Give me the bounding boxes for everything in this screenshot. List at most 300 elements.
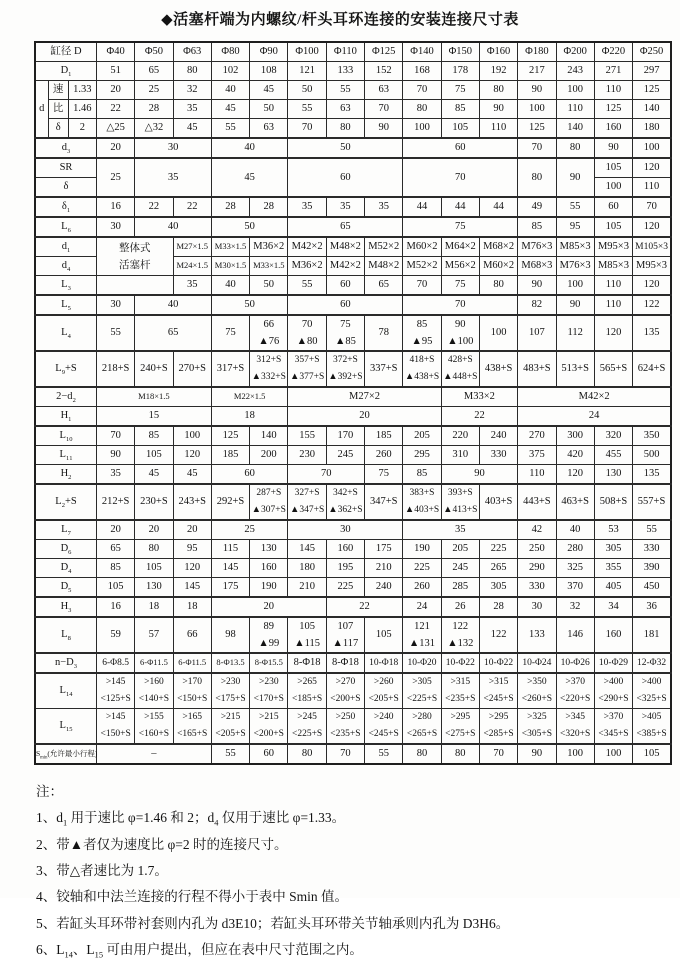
table-cell: 98 xyxy=(211,617,249,653)
table-cell: M27×1.5 xyxy=(173,237,211,257)
table-cell: M52×2 xyxy=(403,257,441,276)
table-cell: 42 xyxy=(518,520,556,540)
table-cell: M30×1.5 xyxy=(211,257,249,276)
table-cell: 455 xyxy=(594,446,632,465)
table-cell: 292+S xyxy=(211,484,249,520)
table-cell: 125 xyxy=(633,81,671,100)
row-label: $L_9+S$ xyxy=(35,351,96,387)
table-cell: 100 xyxy=(594,178,632,198)
table-cell: 20 xyxy=(288,407,441,427)
table-cell: 130 xyxy=(135,578,173,598)
row-label: $2-d_2$ xyxy=(35,387,96,407)
table-cell: 102 xyxy=(211,62,249,81)
table-cell: 330 xyxy=(518,578,556,598)
table-cell: 483+S xyxy=(518,351,556,387)
table-cell: 185 xyxy=(211,446,249,465)
table-cell: 105 ▲115 xyxy=(288,617,326,653)
table-cell: M36×2 xyxy=(250,237,288,257)
table-cell: M95×3 xyxy=(633,257,671,276)
table-cell: 6-Φ11.5 xyxy=(173,653,211,673)
row-label: δ xyxy=(48,119,68,139)
table-cell: 85 ▲95 xyxy=(403,315,441,351)
table-cell: 175 xyxy=(211,578,249,598)
table-cell: 125 xyxy=(518,119,556,139)
table-cell: △25 xyxy=(96,119,134,139)
table-cell: 225 xyxy=(326,578,364,598)
table-cell: 90 xyxy=(518,276,556,296)
table-cell: 70 xyxy=(288,465,365,485)
table-cell: 500 xyxy=(633,446,671,465)
table-cell: 190 xyxy=(250,578,288,598)
row-label: 2 xyxy=(68,119,96,139)
table-cell: 80 xyxy=(173,62,211,81)
table-cell: M33×1.5 xyxy=(250,257,288,276)
table-cell: 50 xyxy=(250,276,288,296)
table-cell: >345 <320+S xyxy=(556,709,594,745)
table-cell: 8-Φ18 xyxy=(326,653,364,673)
table-cell: 305 xyxy=(594,540,632,559)
table-cell: 95 xyxy=(173,540,211,559)
row-label: $L_5$ xyxy=(35,295,96,315)
table-cell: 145 xyxy=(173,578,211,598)
table-cell: 310 xyxy=(441,446,479,465)
table-cell: 15 xyxy=(96,407,211,427)
table-cell: 168 xyxy=(403,62,441,81)
table-cell: 110 xyxy=(479,119,517,139)
table-cell: 22 xyxy=(326,597,403,617)
table-cell: 80 xyxy=(326,119,364,139)
column-header: Φ200 xyxy=(556,42,594,62)
table-cell: 50 xyxy=(288,81,326,100)
table-cell: 24 xyxy=(403,597,441,617)
row-label: $L_6$ xyxy=(35,217,96,237)
table-cell: 122 ▲132 xyxy=(441,617,479,653)
table-cell: >265 <185+S xyxy=(288,673,326,709)
note-item: 4、铰轴和中法兰连接的行程不得小于表中 Smin 值。 xyxy=(36,889,349,905)
table-cell: 25 xyxy=(96,158,134,197)
table-cell: 110 xyxy=(594,276,632,296)
table-cell: 390 xyxy=(633,559,671,578)
table-cell: 100 xyxy=(518,100,556,119)
table-cell: 243 xyxy=(556,62,594,81)
table-cell: 51 xyxy=(96,62,134,81)
table-cell: 110 xyxy=(633,178,671,198)
table-cell: M18×1.5 xyxy=(96,387,211,407)
table-cell: 110 xyxy=(594,81,632,100)
table-cell: 120 xyxy=(594,315,632,351)
table-cell: 100 xyxy=(403,119,441,139)
table-cell: >325 <305+S xyxy=(518,709,556,745)
table-cell: 350 xyxy=(633,426,671,446)
table-cell: 80 xyxy=(518,158,556,197)
table-cell: 20 xyxy=(96,81,134,100)
table-cell: 108 xyxy=(250,62,288,81)
table-cell: 6-Φ8.5 xyxy=(96,653,134,673)
table-cell: 60 xyxy=(211,465,288,485)
table-cell: 65 xyxy=(135,62,173,81)
table-cell: 30 xyxy=(96,217,134,237)
table-cell: 342+S ▲362+S xyxy=(326,484,364,520)
table-cell: 24 xyxy=(518,407,671,427)
table-cell: 90 xyxy=(479,100,517,119)
table-cell: 245 xyxy=(441,559,479,578)
table-cell xyxy=(96,276,173,296)
table-cell: M85×3 xyxy=(594,257,632,276)
table-cell: 557+S xyxy=(633,484,671,520)
table-cell: 463+S xyxy=(556,484,594,520)
table-cell: M56×2 xyxy=(441,257,479,276)
table-cell: M60×2 xyxy=(403,237,441,257)
table-cell: 65 xyxy=(96,540,134,559)
table-cell: 120 xyxy=(633,158,671,178)
table-cell: M48×2 xyxy=(326,237,364,257)
table-cell: 212+S xyxy=(96,484,134,520)
table-cell: 44 xyxy=(403,197,441,217)
table-cell: 55 xyxy=(633,520,671,540)
table-cell: 44 xyxy=(441,197,479,217)
table-cell: 75 xyxy=(365,465,403,485)
table-cell: 70 ▲80 xyxy=(288,315,326,351)
table-cell: 230+S xyxy=(135,484,173,520)
table-cell: >295 <285+S xyxy=(479,709,517,745)
table-cell: 22 xyxy=(96,100,134,119)
table-cell: 80 xyxy=(403,100,441,119)
table-cell: 285 xyxy=(441,578,479,598)
table-cell: 20 xyxy=(211,597,326,617)
table-cell: 217 xyxy=(518,62,556,81)
note-item: 2、带▲者仅为速度比 φ=2 时的连接尺寸。 xyxy=(36,836,288,852)
table-cell: 35 xyxy=(403,520,518,540)
table-cell: 85 xyxy=(518,217,556,237)
column-header: Φ125 xyxy=(365,42,403,62)
table-cell: 200 xyxy=(250,446,288,465)
row-label: 1.46 xyxy=(68,100,96,119)
table-cell: 107 xyxy=(518,315,556,351)
table-cell: 28 xyxy=(250,197,288,217)
table-cell: 270 xyxy=(518,426,556,446)
table-cell: 105 xyxy=(594,158,632,178)
table-cell: 60 xyxy=(288,295,403,315)
table-cell: 28 xyxy=(211,197,249,217)
table-cell: 70 xyxy=(403,158,518,197)
table-cell: 205 xyxy=(403,426,441,446)
row-label: $n-D_3$ xyxy=(35,653,96,673)
table-cell: 63 xyxy=(250,119,288,139)
table-cell: 428+S ▲448+S xyxy=(441,351,479,387)
table-cell: >145 <125+S xyxy=(96,673,134,709)
table-cell: 28 xyxy=(135,100,173,119)
table-cell: 90 xyxy=(556,158,594,197)
table-cell: 372+S ▲392+S xyxy=(326,351,364,387)
table-cell: >315 <235+S xyxy=(441,673,479,709)
row-label: $d_4$ xyxy=(35,257,96,276)
table-cell: 45 xyxy=(135,465,173,485)
table-cell: 35 xyxy=(365,197,403,217)
table-cell: 95 xyxy=(556,217,594,237)
table-cell: 50 xyxy=(288,138,403,158)
table-cell: 16 xyxy=(96,197,134,217)
table-cell: 120 xyxy=(633,276,671,296)
table-cell: 100 xyxy=(594,744,632,764)
table-cell: 32 xyxy=(173,81,211,100)
row-label: 缸径 D xyxy=(35,42,96,62)
table-cell: 44 xyxy=(479,197,517,217)
table-cell: 210 xyxy=(365,559,403,578)
table-cell: 100 xyxy=(173,426,211,446)
table-cell: 243+S xyxy=(173,484,211,520)
table-cell: 30 xyxy=(135,138,212,158)
row-label: $d_3$ xyxy=(35,138,96,158)
table-cell: 55 xyxy=(288,276,326,296)
table-cell: 35 xyxy=(96,465,134,485)
row-label: $L_7$ xyxy=(35,520,96,540)
table-cell: >400 <325+S xyxy=(633,673,671,709)
table-cell: >170 <150+S xyxy=(173,673,211,709)
table-cell: 330 xyxy=(633,540,671,559)
table-cell: 100 xyxy=(479,315,517,351)
table-cell: >250 <235+S xyxy=(326,709,364,745)
table-cell: 60 xyxy=(288,158,403,197)
table-cell: 40 xyxy=(135,295,212,315)
table-cell: 85 xyxy=(135,426,173,446)
table-cell: M60×2 xyxy=(479,257,517,276)
table-cell: >215 <205+S xyxy=(211,709,249,745)
table-cell: – xyxy=(96,744,211,764)
table-cell: 90 xyxy=(365,119,403,139)
table-cell: 25 xyxy=(135,81,173,100)
table-cell: 60 xyxy=(326,276,364,296)
table-cell: 85 xyxy=(441,100,479,119)
table-cell: 6-Φ11.5 xyxy=(135,653,173,673)
table-cell: 297 xyxy=(633,62,671,81)
table-cell: 357+S ▲377+S xyxy=(288,351,326,387)
table-cell: 80 xyxy=(479,81,517,100)
table-cell: 70 xyxy=(633,197,671,217)
row-label: 速 xyxy=(48,81,68,100)
table-cell: 40 xyxy=(556,520,594,540)
table-cell: 240 xyxy=(479,426,517,446)
table-cell: >245 <225+S xyxy=(288,709,326,745)
table-cell: 10-Φ26 xyxy=(556,653,594,673)
table-cell: 110 xyxy=(594,295,632,315)
row-label: $L_4$ xyxy=(35,315,96,351)
table-cell: 30 xyxy=(96,295,134,315)
table-cell: 85 xyxy=(96,559,134,578)
table-cell: M52×2 xyxy=(365,237,403,257)
table-cell: 75 xyxy=(211,315,249,351)
table-cell: 25 xyxy=(211,520,288,540)
row-label: d xyxy=(35,81,48,139)
table-cell: 10-Φ20 xyxy=(403,653,441,673)
table-cell: >280 <265+S xyxy=(403,709,441,745)
table-cell: 70 xyxy=(403,81,441,100)
row-label: $H_2$ xyxy=(35,465,96,485)
table-cell: 225 xyxy=(479,540,517,559)
table-cell: 90 xyxy=(556,295,594,315)
table-cell: 195 xyxy=(326,559,364,578)
note-item: 3、带△者速比为 1.7。 xyxy=(36,862,168,878)
table-cell: 82 xyxy=(518,295,556,315)
table-cell: 22 xyxy=(441,407,518,427)
table-cell: 90 xyxy=(518,744,556,764)
table-cell: 133 xyxy=(326,62,364,81)
table-cell: 230 xyxy=(288,446,326,465)
column-header: Φ220 xyxy=(594,42,632,62)
table-cell: △32 xyxy=(135,119,173,139)
row-label: $L_3$ xyxy=(35,276,96,296)
table-cell: 80 xyxy=(288,744,326,764)
row-label: $H_1$ xyxy=(35,407,96,427)
table-cell: M36×2 xyxy=(288,257,326,276)
column-header: Φ250 xyxy=(633,42,671,62)
column-header: Φ50 xyxy=(135,42,173,62)
table-cell: 32 xyxy=(556,597,594,617)
row-label: δ xyxy=(35,178,96,198)
row-label: $L_{10}$ xyxy=(35,426,96,446)
table-cell: M64×2 xyxy=(441,237,479,257)
page-title: ◆活塞杆端为内螺纹/杆头耳环连接的安装连接尺寸表 xyxy=(161,12,519,28)
table-cell: 185 xyxy=(365,426,403,446)
table-cell: 70 xyxy=(326,744,364,764)
table-cell: M24×1.5 xyxy=(173,257,211,276)
table-cell: 35 xyxy=(173,100,211,119)
table-cell: 240 xyxy=(365,578,403,598)
table-cell: 66 ▲76 xyxy=(250,315,288,351)
table-cell: 120 xyxy=(173,446,211,465)
table-cell: 160 xyxy=(594,617,632,653)
row-label: $S_{min}$(允许最小行程) xyxy=(35,744,96,764)
table-cell: 75 xyxy=(441,81,479,100)
row-label: 1.33 xyxy=(68,81,96,100)
table-cell: 100 xyxy=(556,744,594,764)
table-cell: 10-Φ29 xyxy=(594,653,632,673)
table-cell: 35 xyxy=(173,276,211,296)
table-cell: 120 xyxy=(633,217,671,237)
table-cell: 30 xyxy=(288,520,403,540)
table-cell: 181 xyxy=(633,617,671,653)
table-cell: 450 xyxy=(633,578,671,598)
table-cell: 280 xyxy=(556,540,594,559)
table-cell: 60 xyxy=(403,138,518,158)
table-cell: 152 xyxy=(365,62,403,81)
table-cell: 65 xyxy=(365,276,403,296)
table-cell: 70 xyxy=(518,138,556,158)
table-cell: M27×2 xyxy=(288,387,441,407)
table-cell: 105 xyxy=(96,578,134,598)
table-cell: 245 xyxy=(326,446,364,465)
row-label: SR xyxy=(35,158,96,178)
table-cell: 80 xyxy=(135,540,173,559)
table-cell: M33×2 xyxy=(441,387,518,407)
table-cell: 250 xyxy=(518,540,556,559)
table-cell: 89 ▲99 xyxy=(250,617,288,653)
table-cell: 393+S ▲413+S xyxy=(441,484,479,520)
table-cell: M22×1.5 xyxy=(211,387,288,407)
table-cell: 80 xyxy=(403,744,441,764)
table-cell: 105 xyxy=(594,217,632,237)
table-cell: 90 ▲100 xyxy=(441,315,479,351)
table-cell: 330 xyxy=(479,446,517,465)
table-cell: 49 xyxy=(518,197,556,217)
table-cell: >270 <200+S xyxy=(326,673,364,709)
table-cell: M95×3 xyxy=(594,237,632,257)
table-cell: 112 xyxy=(556,315,594,351)
row-label: $D_1$ xyxy=(35,62,96,81)
column-header: Φ80 xyxy=(211,42,249,62)
table-cell: 105 xyxy=(135,446,173,465)
table-cell: >230 <170+S xyxy=(250,673,288,709)
table-cell: 145 xyxy=(211,559,249,578)
table-cell: 53 xyxy=(594,520,632,540)
table-cell: 160 xyxy=(326,540,364,559)
table-cell: >155 <160+S xyxy=(135,709,173,745)
table-cell: 418+S ▲438+S xyxy=(403,351,441,387)
table-cell: >405 <385+S xyxy=(633,709,671,745)
table-cell: 36 xyxy=(633,597,671,617)
row-label: $D_4$ xyxy=(35,559,96,578)
table-cell: 90 xyxy=(518,81,556,100)
table-cell: 40 xyxy=(211,138,288,158)
table-cell: 624+S xyxy=(633,351,671,387)
table-cell: 420 xyxy=(556,446,594,465)
table-cell: M42×2 xyxy=(288,237,326,257)
table-cell: 20 xyxy=(96,520,134,540)
table-cell: M68×3 xyxy=(518,257,556,276)
column-header: Φ90 xyxy=(250,42,288,62)
table-cell: 305 xyxy=(479,578,517,598)
table-cell: >230 <175+S xyxy=(211,673,249,709)
table-cell: 12-Φ32 xyxy=(633,653,671,673)
table-cell: 75 xyxy=(441,276,479,296)
table-cell: 121 xyxy=(288,62,326,81)
table-cell: 70 xyxy=(365,100,403,119)
table-cell: 178 xyxy=(441,62,479,81)
table-cell: 20 xyxy=(96,138,134,158)
table-cell: 45 xyxy=(173,119,211,139)
table-cell: 192 xyxy=(479,62,517,81)
table-cell: 100 xyxy=(556,81,594,100)
table-cell: M42×2 xyxy=(326,257,364,276)
table-cell: 155 xyxy=(288,426,326,446)
table-cell: 270+S xyxy=(173,351,211,387)
table-cell: 300 xyxy=(556,426,594,446)
table-cell: 34 xyxy=(594,597,632,617)
table-cell: 220 xyxy=(441,426,479,446)
note-item: 5、若缸头耳环带衬套则内孔为 d3E10；若缸头耳环带关节轴承则内孔为 D3H6。 xyxy=(36,915,510,931)
table-cell: M48×2 xyxy=(365,257,403,276)
table-cell: 160 xyxy=(250,559,288,578)
table-cell: 170 xyxy=(326,426,364,446)
table-cell: >240 <245+S xyxy=(365,709,403,745)
table-cell: 55 xyxy=(288,100,326,119)
table-cell: 65 xyxy=(288,217,403,237)
row-label: $L_{14}$ xyxy=(35,673,96,709)
table-cell: 59 xyxy=(96,617,134,653)
table-cell: 63 xyxy=(365,81,403,100)
table-cell: 355 xyxy=(594,559,632,578)
table-cell: 403+S xyxy=(479,484,517,520)
table-cell: 443+S xyxy=(518,484,556,520)
row-label: $L_{15}$ xyxy=(35,709,96,745)
column-header: Φ110 xyxy=(326,42,364,62)
table-cell: 55 xyxy=(211,744,249,764)
table-cell: 45 xyxy=(211,100,249,119)
row-label: $D_5$ xyxy=(35,578,96,598)
table-cell: >315 <245+S xyxy=(479,673,517,709)
table-cell: 90 xyxy=(594,138,632,158)
column-header: Φ63 xyxy=(173,42,211,62)
table-cell: 60 xyxy=(250,744,288,764)
